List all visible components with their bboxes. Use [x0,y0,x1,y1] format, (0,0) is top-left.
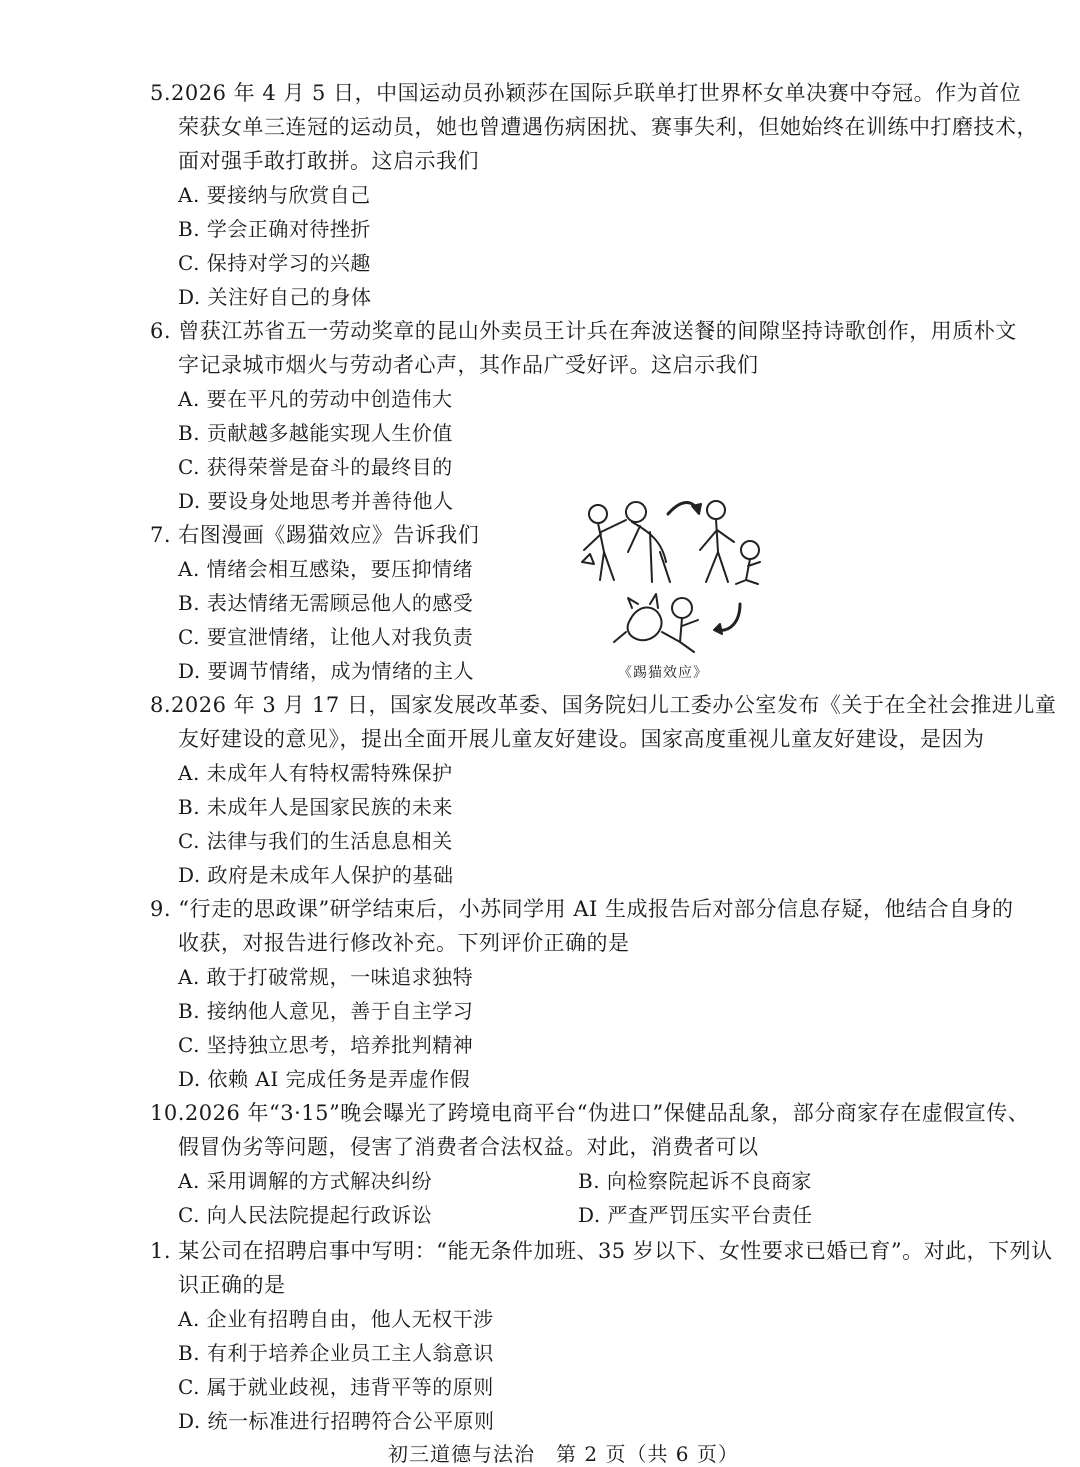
option-a: A. 要在平凡的劳动中创造伟大 [178,387,453,411]
question-stem-line: 7. 右图漫画《踢猫效应》告诉我们 [150,523,480,547]
page-footer: 初三道德与法治 第 2 页（共 6 页） [388,1442,739,1466]
option-b: B. 贡献越多越能实现人生价值 [178,421,453,445]
question-7 [150,518,950,688]
question-stem-line: 1. 某公司在招聘启事中写明：“能无条件加班、35 岁以下、女性要求已婚已育”。对此，下列认 [150,1239,1053,1263]
option-d: D. 政府是未成年人保护的基础 [178,863,454,887]
option-c: C. 坚持独立思考，培养批判精神 [178,1033,474,1057]
option-b: B. 有利于培养企业员工主人翁意识 [178,1341,494,1365]
cartoon-caption: 《踢猫效应》 [618,665,708,681]
option-b: B. 表达情绪无需顾忌他人的感受 [178,591,474,615]
option-d: D. 依赖 AI 完成任务是弄虚作假 [178,1067,471,1091]
kicking-child-figure [662,598,698,652]
question-stem-line: 字记录城市烟火与劳动者心声，其作品广受好评。这启示我们 [178,353,759,377]
option-a: A. 企业有招聘自由，他人无权干涉 [178,1307,494,1331]
option-c: C. 属于就业歧视，违背平等的原则 [178,1375,494,1399]
option-row [150,1164,950,1198]
option-row [150,1198,950,1232]
option-c: C. 法律与我们的生活息息相关 [178,829,453,853]
option-c: C. 要宣泄情绪，让他人对我负责 [178,625,474,649]
question-8 [150,688,1057,892]
question-stem-line: 收获，对报告进行修改补充。下列评价正确的是 [178,931,630,955]
child-figure [736,541,760,584]
option-d: D. 要调节情绪，成为情绪的主人 [178,659,475,683]
question-stem-line: 面对强手敢打敢拼。这启示我们 [178,149,479,173]
cat-figure [614,594,662,642]
question-5 [150,76,1038,314]
question-stem-line: 假冒伪劣等问题，侵害了消费者合法权益。对此，消费者可以 [178,1135,759,1159]
boss-figure [582,505,626,580]
question-stem-line: 6. 曾获江苏省五一劳动奖章的昆山外卖员王计兵在奔波送餐的间隙坚持诗歌创作，用质朴文 [150,319,1017,343]
option-c: C. 向人民法院提起行政诉讼 [178,1203,433,1227]
question-stem-line: 荣获女单三连冠的运动员，她也曾遭遇伤病困扰、赛事失利，但她始终在训练中打磨技术， [178,115,1038,139]
option-d: D. 要设身处地思考并善待他人 [178,489,454,513]
option-c: C. 获得荣誉是奋斗的最终目的 [178,455,453,479]
option-a: A. 要接纳与欣赏自己 [178,183,371,207]
father-figure [700,501,734,582]
kick-the-cat-cartoon [570,492,780,682]
option-d: D. 统一标准进行招聘符合公平原则 [178,1409,495,1433]
question-10 [150,1096,1030,1232]
question-stem-line: 9. “行走的思政课”研学结束后，小苏同学用 AI 生成报告后对部分信息存疑，他结合自身的 [150,897,1014,921]
question-stem-line: 识正确的是 [178,1273,286,1297]
question-stem-line: 友好建设的意见》，提出全面开展儿童友好建设。国家高度重视儿童友好建设，是因为 [178,727,985,751]
option-a: A. 敢于打破常规，一味追求独特 [178,965,474,989]
option-b: B. 未成年人是国家民族的未来 [178,795,453,819]
option-c: C. 保持对学习的兴趣 [178,251,371,275]
question-11 [150,1234,1053,1438]
option-a: A. 未成年人有特权需特殊保护 [178,761,453,785]
option-a: A. 采用调解的方式解决纠纷 [178,1169,433,1193]
option-b: B. 接纳他人意见，善于自主学习 [178,999,474,1023]
question-stem-line: 8.2026 年 3 月 17 日，国家发展改革委、国务院妇儿工委办公室发布《关于在全社会推进儿童 [150,693,1057,717]
option-d: D. 严查严罚压实平台责任 [578,1203,813,1227]
question-stem-line: 5.2026 年 4 月 5 日，中国运动员孙颖莎在国际乒联单打世界杯女单决赛中夺冠。作为首位 [150,81,1022,105]
option-b: B. 向检察院起诉不良商家 [578,1169,812,1193]
question-6 [150,314,1017,518]
employee-figure [626,502,670,582]
option-b: B. 学会正确对待挫折 [178,217,371,241]
option-a: A. 情绪会相互感染，要压抑情绪 [178,557,474,581]
question-stem-line: 10.2026 年“3·15”晚会曝光了跨境电商平台“伪进口”保健品乱象，部分商家存在虚假宣传、 [150,1101,1030,1125]
option-d: D. 关注好自己的身体 [178,285,372,309]
question-9 [150,892,1014,1096]
